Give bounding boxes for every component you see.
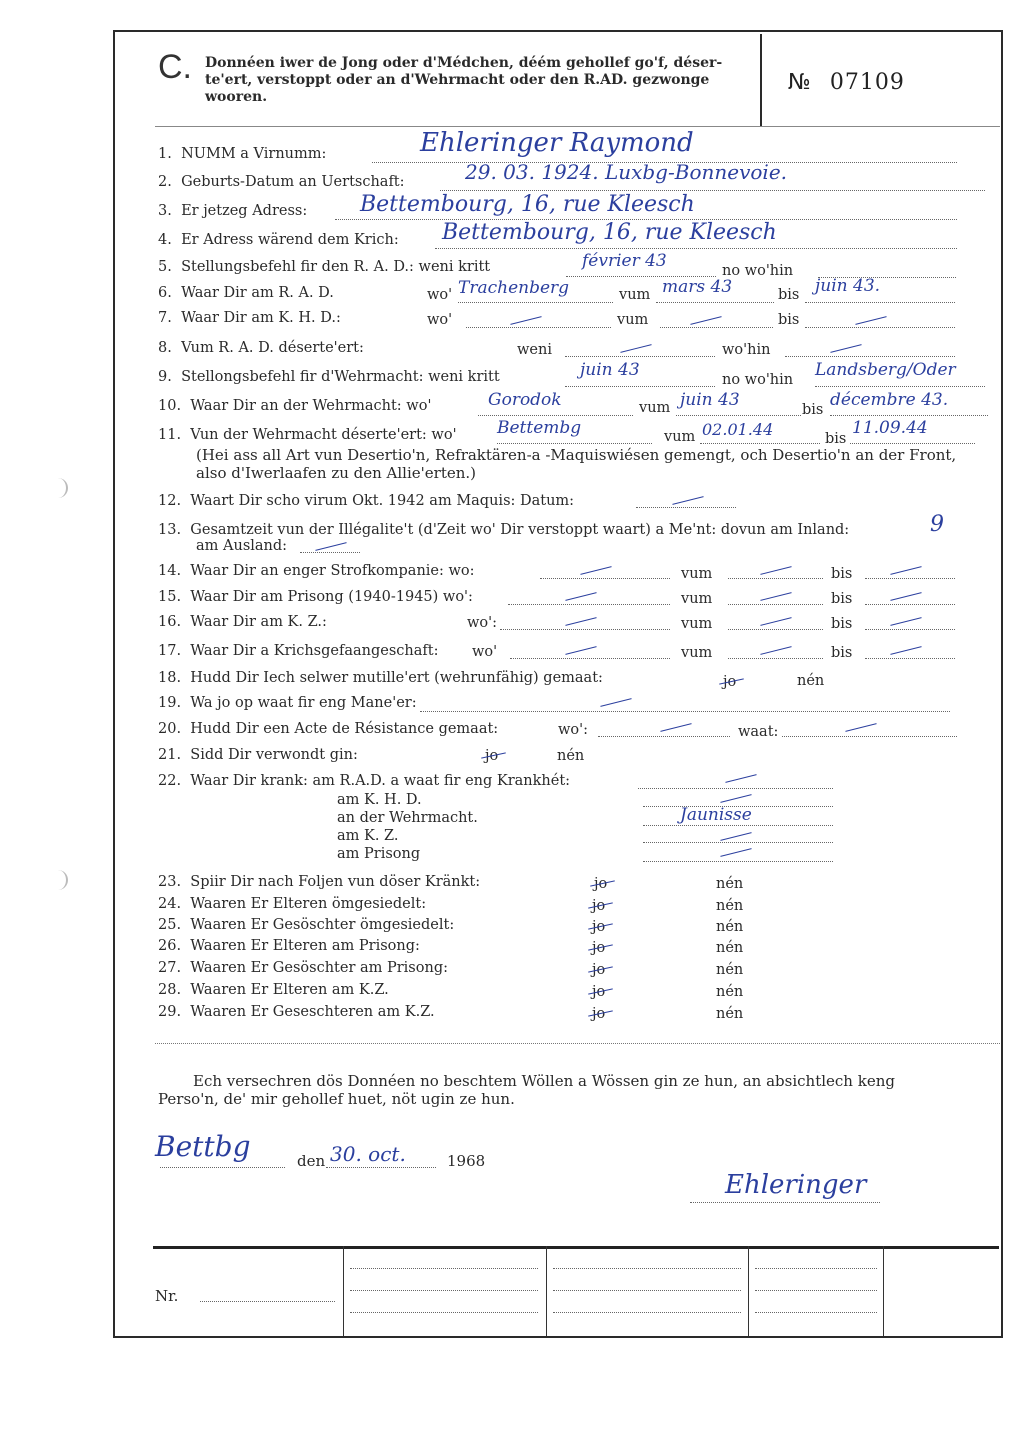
row-25: 25. Waaren Er Gesöschter ömgesiedelt: (158, 917, 455, 933)
row-22: 22. Waar Dir krank: am R.A.D. a waat fir eng Krankhét: (158, 773, 571, 789)
section-title: Donnéen iwer de Jong oder d'Médchen, déém gehollef go'f, déser-te'ert, verstoppt oder an d'Wehrmacht oder den R.AD. gezwonge wooren. (205, 55, 723, 105)
section-letter: C. (158, 48, 192, 86)
option-jo-crossed[interactable]: jo (485, 748, 499, 764)
handwritten-illness[interactable]: Jaunisse (680, 805, 752, 825)
handwritten-wehrmacht-place[interactable]: Gorodok (488, 390, 562, 410)
note-11: (Hei ass all Art vun Desertio'n, Refraktären-a -Maquiswiésen gemengt, och Desertio'n an der Front, also d'Iwerlaafen zu den Allie'erten.) (196, 446, 957, 482)
row-9: 9. Stellongsbefehl fir d'Wehrmacht: weni kritt (158, 369, 500, 385)
footer-nr-label: Nr. (155, 1287, 179, 1305)
handwritten-desertion-place[interactable]: Bettembg (497, 418, 582, 438)
number-value: 07109 (829, 70, 905, 95)
signature[interactable]: Ehleringer (725, 1170, 867, 1200)
footer-rule (153, 1246, 999, 1249)
row-24: 24. Waaren Er Elteren ömgesiedelt: (158, 896, 427, 912)
row-17: 17. Waar Dir a Krichsgefaangeschaft: (158, 643, 439, 659)
row-12: 12. Waart Dir scho virum Okt. 1942 am Maquis: Datum: (158, 493, 575, 509)
row-3: 3. Er jetzeg Adress: (158, 203, 308, 219)
row-2: 2. Geburts-Datum an Uertschaft: (158, 174, 405, 190)
row-10: 10. Waar Dir an der Wehrmacht: wo' (158, 398, 432, 414)
declaration: Ech versechren dös Donnéen no beschtem Wöllen a Wössen gin ze hun, an absichtlech keng Perso'n, de' mir gehollef huet, nöt ugin ze hun. (158, 1072, 895, 1108)
row-14: 14. Waar Dir an enger Strofkompanie: wo: (158, 563, 475, 579)
row-19: 19. Wa jo op waat fir eng Mane'er: (158, 695, 417, 711)
handwritten-place[interactable]: Bettbg (155, 1130, 251, 1163)
binder-hole (58, 478, 68, 498)
row-1: 1. NUMM a Virnumm: (158, 146, 327, 162)
row-23: 23. Spiir Dir nach Foljen vun döser Kränkt: (158, 874, 481, 890)
option-nen[interactable]: nén (797, 673, 825, 689)
row-21: 21. Sidd Dir verwondt gin: (158, 747, 358, 763)
handwritten-wehrmacht-date[interactable]: juin 43 (580, 360, 640, 380)
option-jo-crossed[interactable]: jo (723, 674, 737, 690)
header-divider (760, 34, 762, 126)
handwritten-date[interactable]: 30. oct. (330, 1142, 406, 1166)
row-26: 26. Waaren Er Elteren am Prisong: (158, 938, 420, 954)
row-28: 28. Waaren Er Elteren am K.Z. (158, 982, 389, 998)
header-rule (155, 126, 1000, 127)
row-18: 18. Hudd Dir Iech selwer mutille'ert (wehrunfähig) gemaat: (158, 670, 603, 686)
section-divider (155, 1043, 1000, 1044)
row-7: 7. Waar Dir am K. H. D.: (158, 310, 341, 326)
row-6: 6. Waar Dir am R. A. D. (158, 285, 334, 301)
row-27: 27. Waaren Er Gesöschter am Prisong: (158, 960, 448, 976)
number-symbol: № (788, 70, 812, 95)
handwritten-war-address[interactable]: Bettembourg, 16, rue Kleesch (442, 220, 777, 245)
handwritten-months[interactable]: 9 (930, 512, 944, 537)
row-4: 4. Er Adress wärend dem Krich: (158, 232, 399, 248)
option-nen[interactable]: nén (557, 748, 585, 764)
row-5: 5. Stellungsbefehl fir den R. A. D.: weni kritt (158, 259, 491, 275)
row-15: 15. Waar Dir am Prisong (1940-1945) wo': (158, 589, 473, 605)
row-8: 8. Vum R. A. D. déserte'ert: (158, 340, 364, 356)
handwritten-rad-date[interactable]: février 43 (582, 251, 667, 271)
binder-hole (58, 870, 68, 890)
row-13: 13. Gesamtzeit vun der Illégalite't (d'Zeit wo' Dir verstoppt waart) a Me'nt: dovun am Inland: (158, 522, 850, 538)
handwritten-name[interactable]: Ehleringer Raymond (420, 128, 694, 158)
handwritten-address[interactable]: Bettembourg, 16, rue Kleesch (360, 192, 695, 217)
row-29: 29. Waaren Er Geseschteren am K.Z. (158, 1004, 435, 1020)
form-number (788, 70, 905, 95)
row-20: 20. Hudd Dir een Acte de Résistance gemaat: (158, 721, 499, 737)
handwritten-rad-place[interactable]: Trachenberg (458, 278, 570, 298)
row-16: 16. Waar Dir am K. Z.: (158, 614, 327, 630)
handwritten-birth[interactable]: 29. 03. 1924. Luxbg-Bonnevoie. (465, 160, 788, 184)
row-11: 11. Vun der Wehrmacht déserte'ert: wo' (158, 427, 457, 443)
